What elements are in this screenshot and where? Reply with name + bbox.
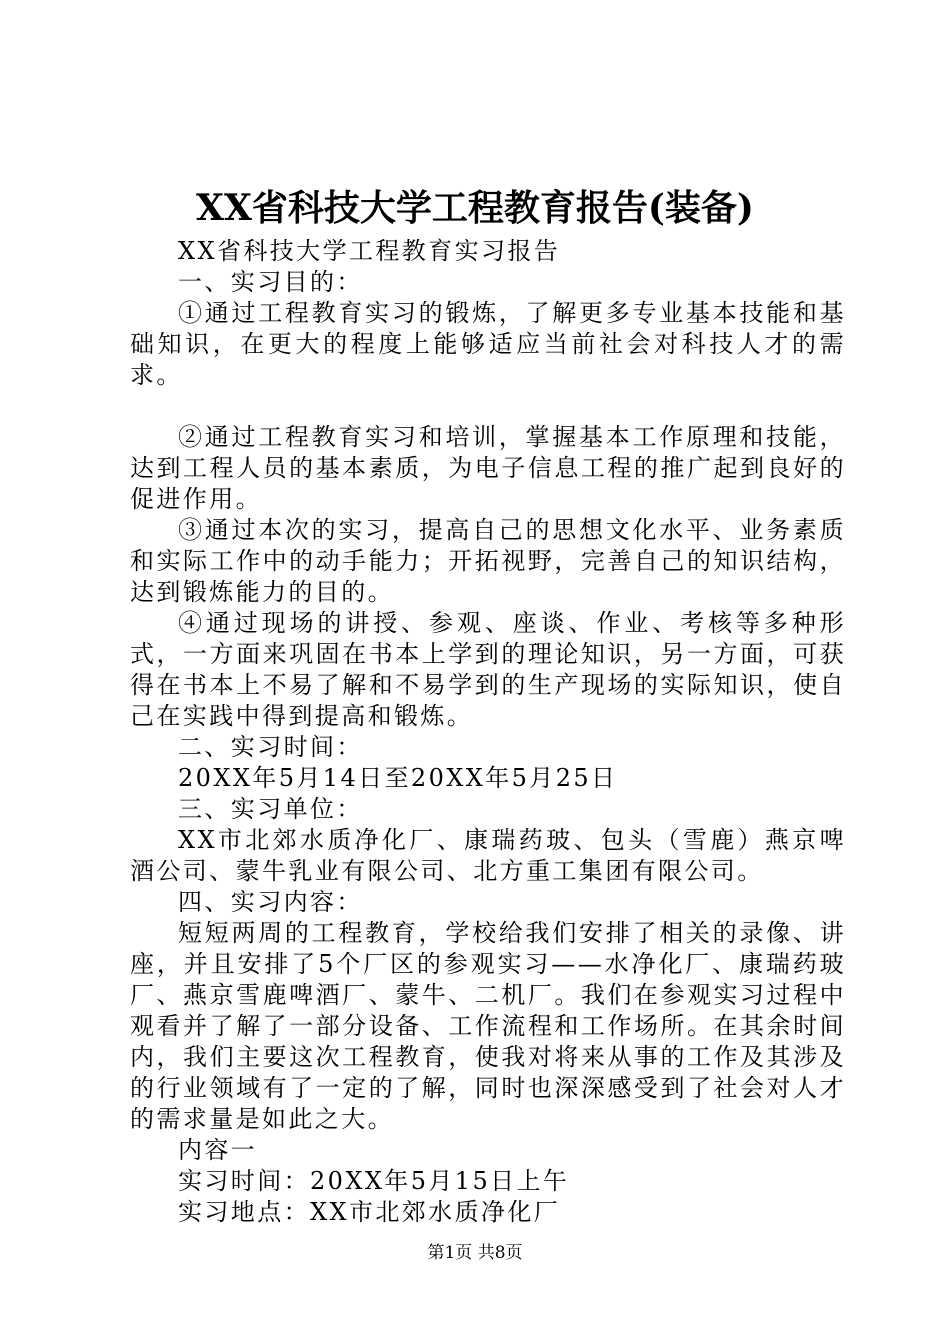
paragraph-purpose-3: ③通过本次的实习，提高自己的思想文化水平、业务素质和实际工作中的动手能力；开拓视野，完善自己的知识结构，达到锻炼能力的目的。: [130, 516, 846, 606]
paragraph-purpose-4: ④通过现场的讲授、参观、座谈、作业、考核等多种形式，一方面来巩固在书本上学到的理论知识，另一方面，可获得在书本上不易了解和不易学到的生产现场的实际知识，使自己在实践中得到提高和锻炼。: [130, 609, 846, 730]
paragraph-units: XX市北郊水质净化厂、康瑞药玻、包头（雪鹿）燕京啤酒公司、蒙牛乳业有限公司、北方重工集团有限公司。: [130, 826, 846, 885]
document-body: [130, 236, 846, 1228]
section-heading-content: 四、实习内容：: [178, 888, 363, 916]
paragraph-purpose-1: ①通过工程教育实习的锻炼，了解更多专业基本技能和基础知识，在更大的程度上能够适应当前社会对科技人才的需求。: [130, 299, 846, 389]
paragraph-content-one-place: 实习地点：XX市北郊水质净化厂: [178, 1198, 561, 1226]
paragraph-content-one-time: 实习时间：20XX年5月15日上午: [178, 1167, 570, 1195]
subheading-content-one: 内容一: [178, 1136, 258, 1164]
document-title: XX省科技大学工程教育报告(装备): [196, 187, 754, 229]
paragraph-content: 短短两周的工程教育，学校给我们安排了相关的录像、讲座，并且安排了5个厂区的参观实习——水净化厂、康瑞药玻厂、燕京雪鹿啤酒厂、蒙牛、二机厂。我们在参观实习过程中观看并了解了一部分设备、工作流程和工作场所。在其余时间内，我们主要这次工程教育，使我对将来从事的工作及其涉及的行业领域有了一定的了解，同时也深深感受到了社会对人才的需求量是如此之大。: [130, 919, 846, 1133]
section-heading-units: 三、实习单位：: [178, 795, 363, 823]
paragraph-time: 20XX年5月14日至20XX年5月25日: [178, 764, 618, 792]
section-heading-purpose: 一、实习目的：: [178, 268, 363, 296]
page-footer: 第1页 共8页: [427, 1243, 523, 1263]
paragraph-purpose-2: ②通过工程教育实习和培训，掌握基本工作原理和技能，达到工程人员的基本素质，为电子信息工程的推广起到良好的促进作用。: [130, 423, 846, 513]
section-heading-time: 二、实习时间：: [178, 733, 363, 761]
paragraph-report-heading: XX省科技大学工程教育实习报告: [178, 237, 561, 265]
